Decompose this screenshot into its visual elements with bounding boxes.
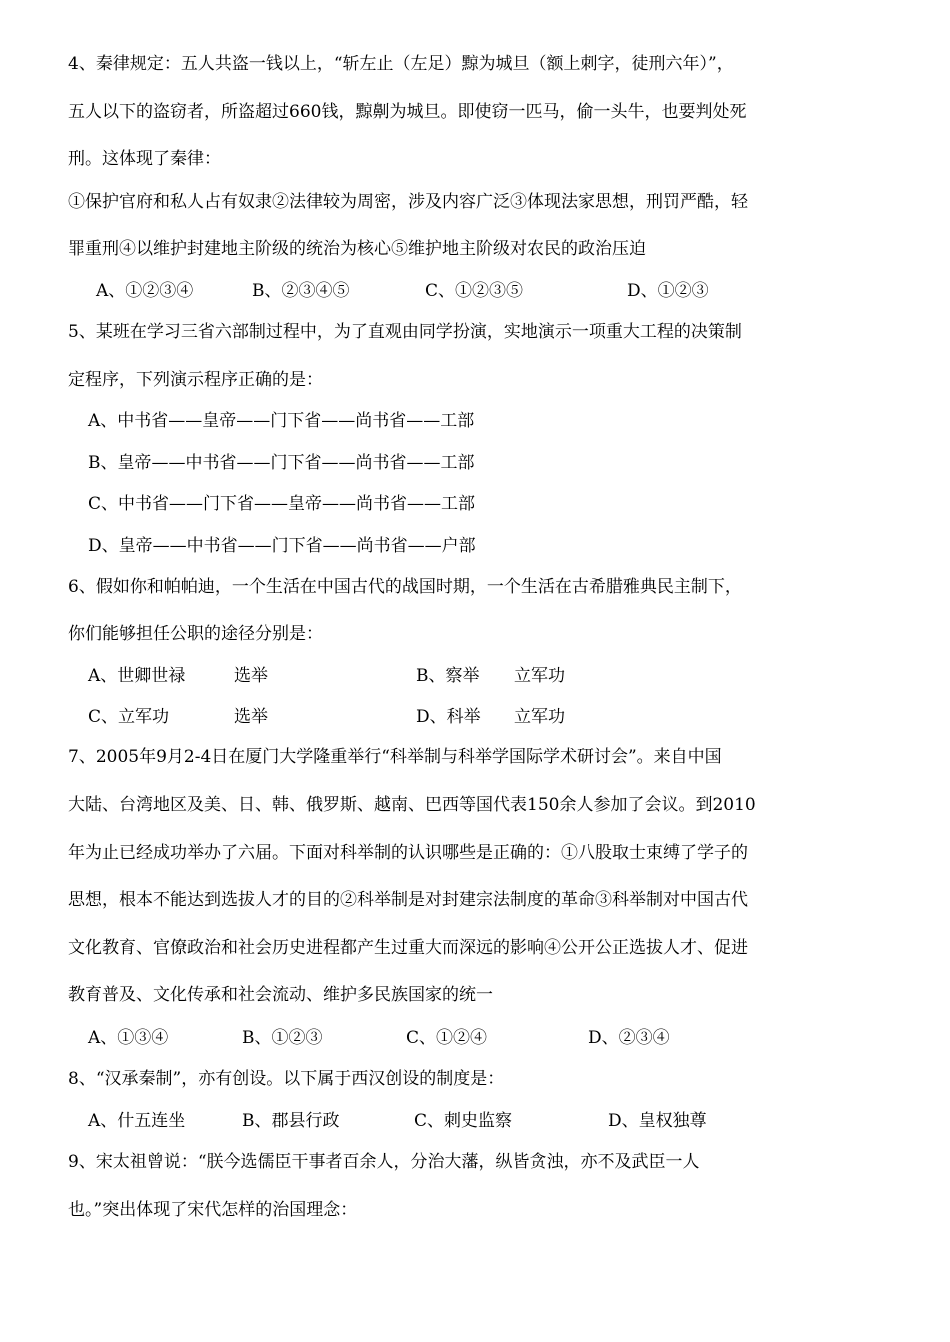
question-7-line-4: 思想，根本不能达到选拔人才的目的②科举制是对封建宗法制度的革命③科举制对中国古代 (68, 890, 748, 910)
question-4-line-5: 罪重刑④以维护封建地主阶级的统治为核心⑤维护地主阶级对农民的政治压迫 (68, 239, 646, 259)
question-5-line-2: 定程序，下列演示程序正确的是： (68, 370, 323, 390)
question-6-line-1: 6、假如你和帕帕迪，一个生活在中国古代的战国时期，一个生活在古希腊雅典民主制下， (68, 577, 742, 597)
question-6-option-b-value: 立军功 (514, 666, 565, 686)
question-9-line-1: 9、宋太祖曾说：“朕今选儒臣干事者百余人，分治大藩，纵皆贪浊，亦不及武臣一人 (68, 1152, 700, 1172)
question-6-option-a[interactable]: A、世卿世禄 (88, 666, 186, 686)
question-7-line-3: 年为止已经成功举办了六届。下面对科举制的认识哪些是正确的：①八股取士束缚了学子的 (68, 843, 748, 863)
question-6-line-2: 你们能够担任公职的途径分别是： (68, 624, 323, 644)
question-8-line-1: 8、“汉承秦制”，亦有创设。以下属于西汉创设的制度是： (68, 1069, 505, 1089)
question-5-option-d[interactable]: D、皇帝——中书省——门下省——尚书省——户部 (88, 536, 476, 556)
question-4-option-c[interactable]: C、①②③⑤ (425, 281, 524, 301)
question-4-line-2: 五人以下的盗窃者，所盗超过660钱，黥劓为城旦。即使窃一匹马，偷一头牛，也要判处死 (68, 102, 747, 122)
question-7-line-6: 教育普及、文化传承和社会流动、维护多民族国家的统一 (68, 985, 493, 1005)
question-8-option-a[interactable]: A、什五连坐 (88, 1111, 186, 1131)
question-9-line-2: 也。”突出体现了宋代怎样的治国理念： (68, 1200, 358, 1220)
question-7-option-c[interactable]: C、①②④ (406, 1028, 488, 1048)
question-6-option-d[interactable]: D、科举 (416, 707, 481, 727)
question-4-line-1: 4、秦律规定：五人共盗一钱以上，“斩左止（左足）黥为城旦（额上刺字，徒刑六年）”， (68, 54, 734, 74)
question-7-line-5: 文化教育、官僚政治和社会历史进程都产生过重大而深远的影响④公开公正选拔人才、促进 (68, 938, 748, 958)
question-6-option-c-value: 选举 (234, 707, 268, 727)
question-7-option-a[interactable]: A、①③④ (88, 1028, 169, 1048)
question-5-option-b[interactable]: B、皇帝——中书省——门下省——尚书省——工部 (88, 453, 475, 473)
question-7-line-2: 大陆、台湾地区及美、日、韩、俄罗斯、越南、巴西等国代表150余人参加了会议。到2010 (68, 795, 756, 815)
question-5-line-1: 5、某班在学习三省六部制过程中，为了直观由同学扮演，实地演示一项重大工程的决策制 (68, 322, 742, 342)
question-8-option-d[interactable]: D、皇权独尊 (608, 1111, 707, 1131)
question-4-option-b[interactable]: B、②③④⑤ (252, 281, 350, 301)
question-5-option-c[interactable]: C、中书省——门下省——皇帝——尚书省——工部 (88, 494, 476, 514)
question-4-line-4: ①保护官府和私人占有奴隶②法律较为周密，涉及内容广泛③体现法家思想，刑罚严酷，轻 (68, 192, 748, 212)
question-6-option-c[interactable]: C、立军功 (88, 707, 170, 727)
question-8-option-c[interactable]: C、刺史监察 (414, 1111, 513, 1131)
question-6-option-a-value: 选举 (234, 666, 268, 686)
question-6-option-d-value: 立军功 (514, 707, 565, 727)
question-4-option-d[interactable]: D、①②③ (627, 281, 709, 301)
question-6-option-b[interactable]: B、察举 (416, 666, 480, 686)
question-8-option-b[interactable]: B、郡县行政 (242, 1111, 340, 1131)
question-7-option-b[interactable]: B、①②③ (242, 1028, 323, 1048)
question-5-option-a[interactable]: A、中书省——皇帝——门下省——尚书省——工部 (88, 411, 475, 431)
question-7-option-d[interactable]: D、②③④ (588, 1028, 670, 1048)
question-7-line-1: 7、2005年9月2-4日在厦门大学隆重举行“科举制与科举学国际学术研讨会”。来自中国 (68, 747, 722, 767)
question-4-option-a[interactable]: A、①②③④ (96, 281, 194, 301)
question-4-line-3: 刑。这体现了秦律： (68, 149, 221, 169)
